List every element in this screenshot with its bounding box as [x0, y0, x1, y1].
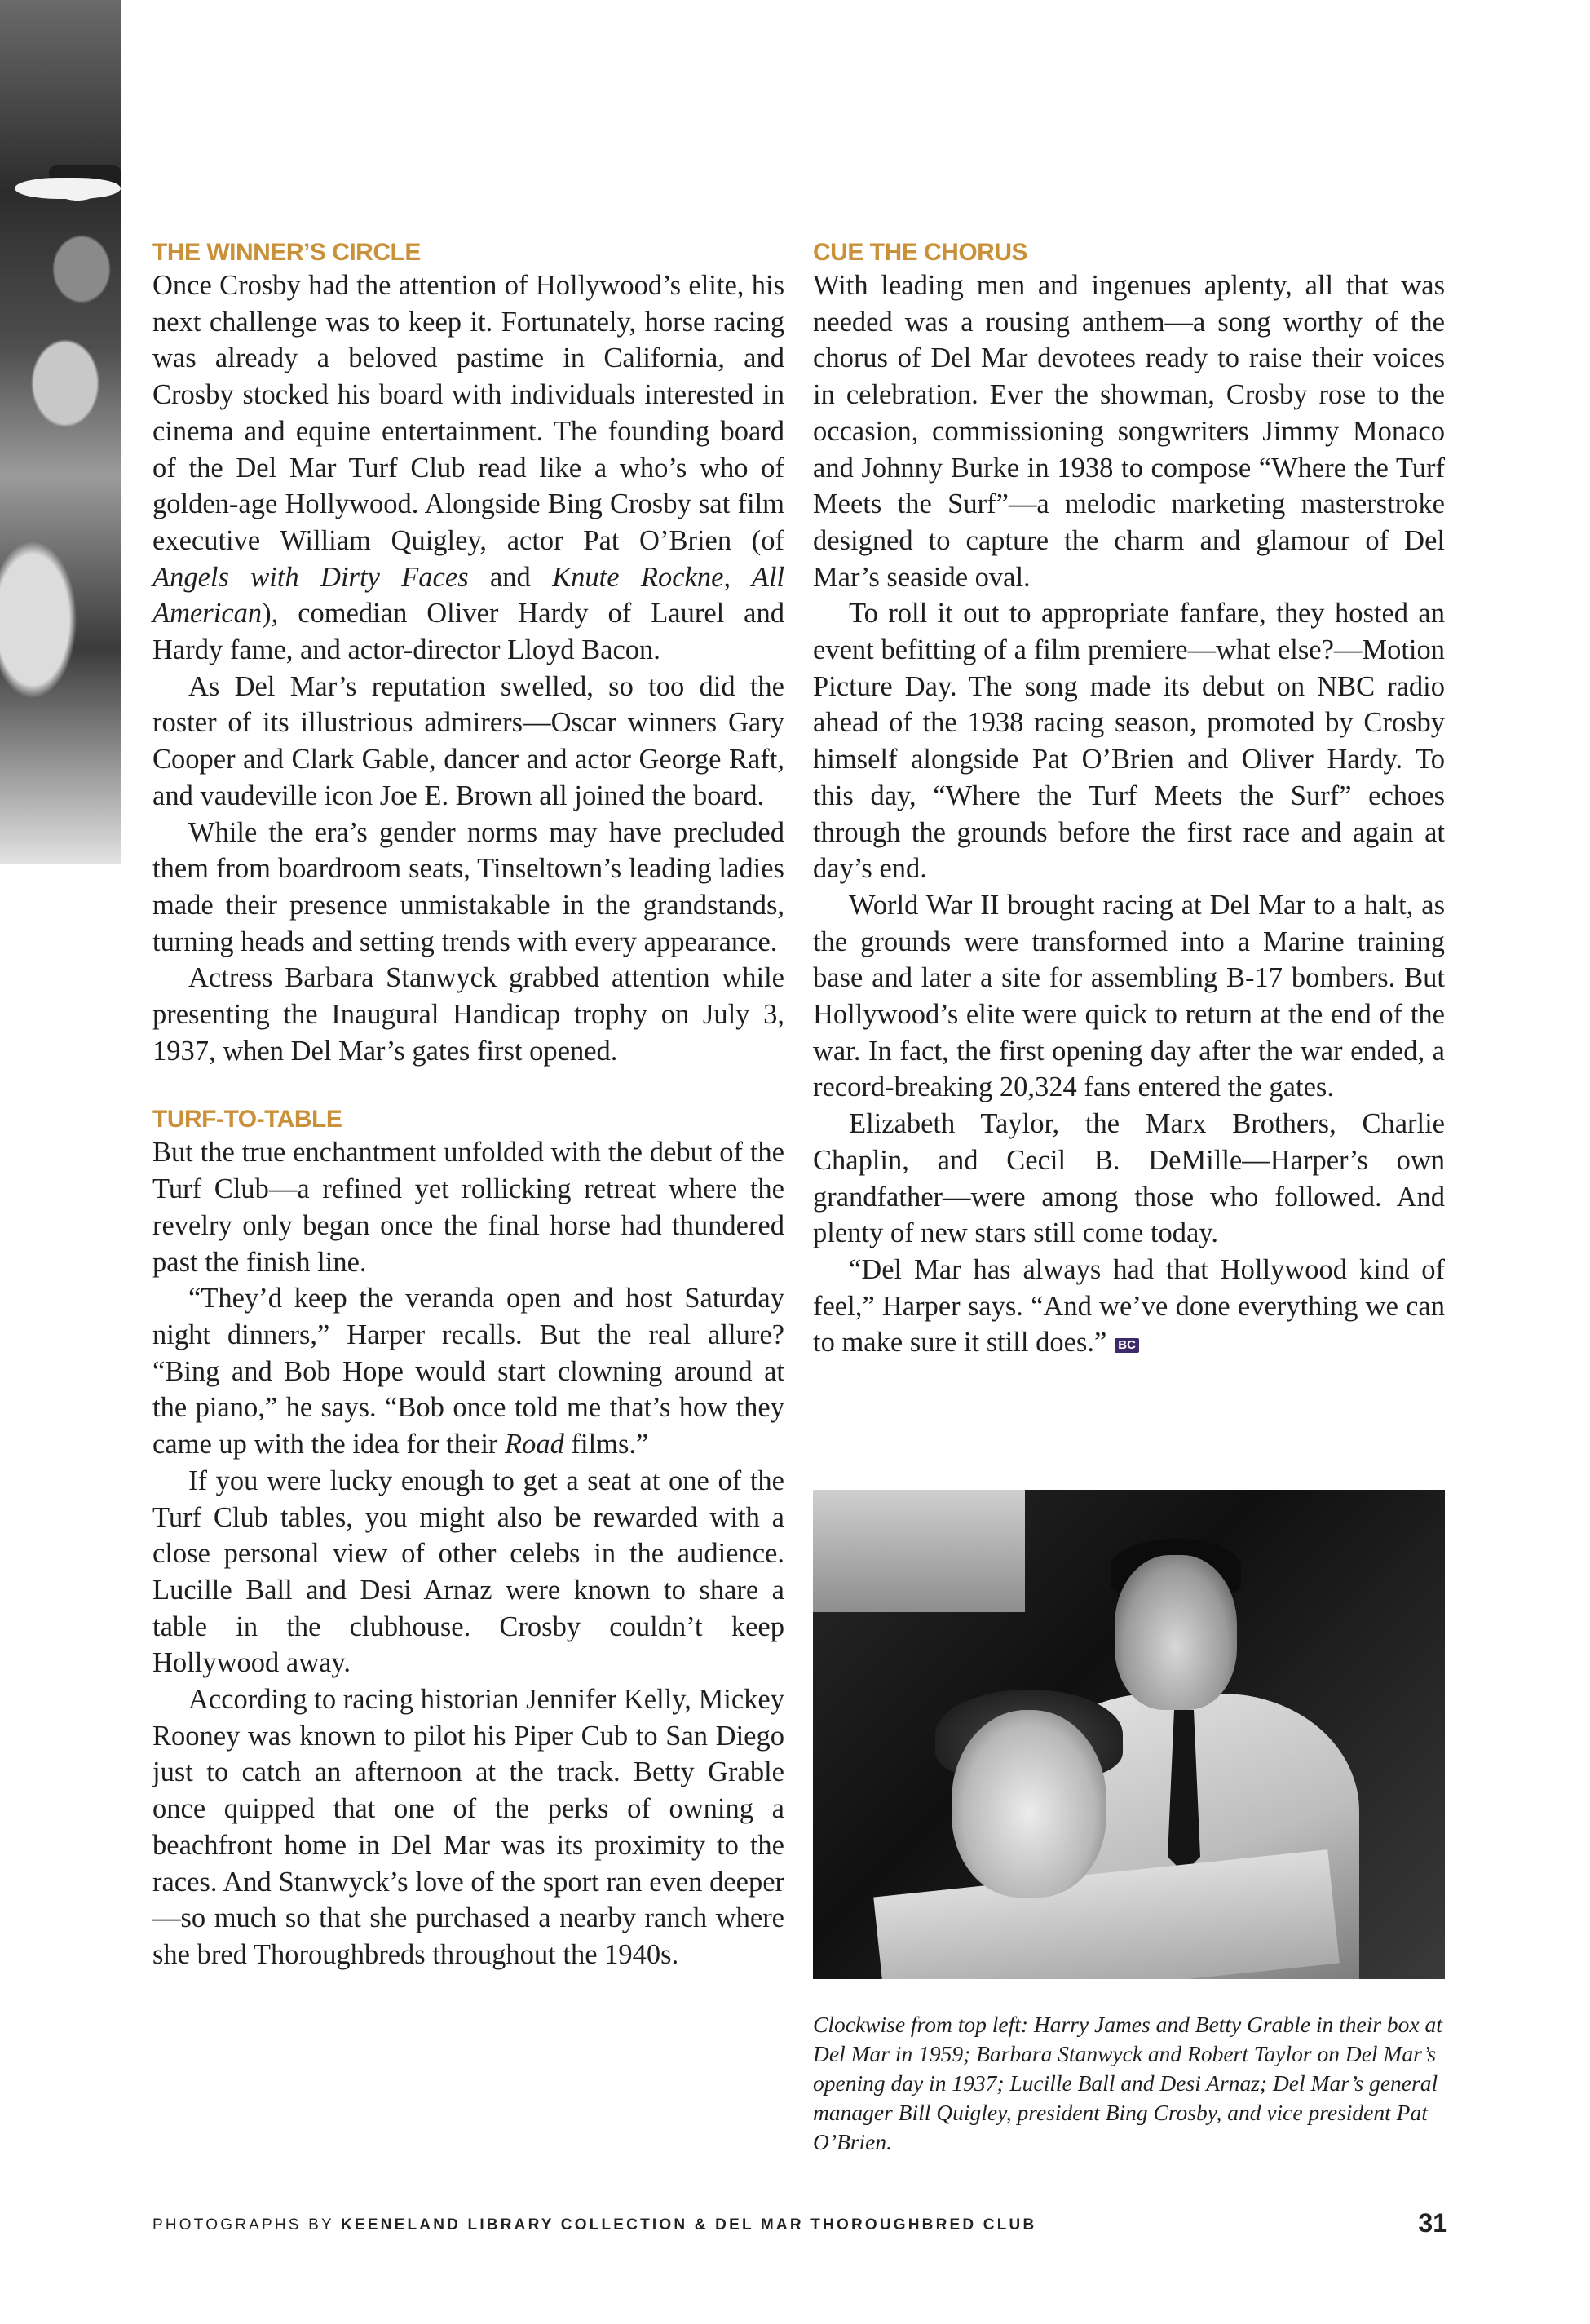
paragraph: Actress Barbara Stanwyck grabbed attention while presenting the Inaugural Handicap trophy on July 3, 1937, when Del Mar’s gates first opened. — [152, 962, 784, 1067]
paragraph: “Del Mar has always had that Hollywood kind of feel,” Harper says. “And we’ve done everything we can to make sure it still does.” BC — [813, 1253, 1445, 1359]
heading-winners-circle: THE WINNER’S CIRCLE — [152, 239, 421, 266]
paragraph: While the era’s gender norms may have precluded them from boardroom seats, Tinseltown’s leading ladies made their presence unmistakable in the grandstands, turning heads and setting trends with every appearance. — [152, 816, 784, 957]
paragraph: Once Crosby had the attention of Hollywood’s elite, his next challenge was to keep it. Fortunately, horse racing was already a beloved pastime in California, and Crosby stocked his board with individuals interested in cinema and equine entertainment. The founding board of the Del Mar Turf Club read like a who’s who of golden-age Hollywood. Alongside Bing Crosby sat film executive William Quigley, actor Pat O’Brien (of Angels with Dirty Faces and Knute Rockne, All American), comedian Oliver Hardy of Laurel and Hardy fame, and actor-director Lloyd Bacon. — [152, 270, 784, 666]
end-mark-icon: BC — [1115, 1338, 1139, 1353]
paragraph: If you were lucky enough to get a seat at one of the Turf Club tables, you might also be rewarded with a close personal view of other celebs in the audience. Lucille Ball and Desi Arnaz were known to share a table in the clubhouse. Crosby couldn’t keep Hollywood away. — [152, 1465, 784, 1679]
heading-cue-the-chorus: CUE THE CHORUS — [813, 239, 1028, 266]
left-column — [152, 238, 784, 1973]
hat-brim — [15, 178, 121, 199]
paragraph: With leading men and ingenues aplenty, all that was needed was a rousing anthem—a song worthy of the chorus of Del Mar devotees ready to raise their voices in celebration. Ever the showman, Crosby rose to the occasion, commissioning songwriters Jimmy Monaco and Johnny Burke in 1938 to compose “Where the Turf Meets the Surf”—a melodic marketing masterstroke designed to capture the charm and glamour of Del Mar’s seaside oval. — [813, 270, 1445, 593]
photo-lucille-ball-desi-arnaz — [813, 1490, 1445, 1979]
paragraph: World War II brought racing at Del Mar to a halt, as the grounds were transformed into a Marine training base and later a site for assembling B-17 bombers. But Hollywood’s elite were quick to return at the end of the war. In fact, the first opening day after the war ended, a record-breaking 20,324 fans entered the gates. — [813, 889, 1445, 1103]
page-number: 31 — [1418, 2208, 1447, 2238]
paragraph: But the true enchantment unfolded with the debut of the Turf Club—a refined yet rollicking retreat where the revelry only began once the final horse had thundered past the finish line. — [152, 1137, 784, 1278]
paragraph: “They’d keep the veranda open and host Saturday night dinners,” Harper recalls. But the real allure? “Bing and Bob Hope would start clowning around at the piano,” he says. “Bob once told me that’s how they came up with the idea for their Road films.” — [152, 1283, 784, 1460]
photo-caption: Clockwise from top left: Harry James and Betty Grable in their box at Del Mar in 1959; Barbara Stanwyck and Robert Taylor on Del Mar’s opening day in 1937; Lucille Ball and Desi Arnaz; Del Mar’s general manager Bill Quigley, president Bing Crosby, and vice president Pat O’Brien. — [813, 2012, 1442, 2154]
heading-turf-to-table: TURF-TO-TABLE — [152, 1106, 342, 1133]
photo-credit: PHOTOGRAPHS BY KEENELAND LIBRARY COLLECTION & DEL MAR THOROUGHBRED CLUB — [152, 2216, 1037, 2233]
paragraph: Elizabeth Taylor, the Marx Brothers, Charlie Chaplin, and Cecil B. DeMille—Harper’s own grandfather—were among those who followed. And plenty of new stars still come today. — [813, 1108, 1445, 1249]
paragraph: As Del Mar’s reputation swelled, so too did the roster of its illustrious admirers—Oscar winners Gary Cooper and Clark Gable, dancer and actor George Raft, and vaudeville icon Joe E. Brown all joined the board. — [152, 670, 784, 811]
cropped-photo-edge — [0, 0, 121, 864]
paragraph: To roll it out to appropriate fanfare, they hosted an event befitting of a film premiere—what else?—Motion Picture Day. The song made its debut on NBC radio ahead of the 1938 racing season, promoted by Crosby himself alongside Pat O’Brien and Oliver Hardy. To this day, “Where the Turf Meets the Surf” echoes through the grounds before the first race and again at day’s end. — [813, 598, 1445, 885]
paragraph: According to racing historian Jennifer Kelly, Mickey Rooney was known to pilot his Piper Cub to San Diego just to catch an afternoon at the track. Betty Grable once quipped that one of the perks of owning a beachfront home in Del Mar was its proximity to the races. And Stanwyck’s love of the sport ran even deeper—so much so that she purchased a nearby ranch where she bred Thoroughbreds throughout the 1940s. — [152, 1684, 784, 1970]
right-column — [813, 238, 1445, 1361]
